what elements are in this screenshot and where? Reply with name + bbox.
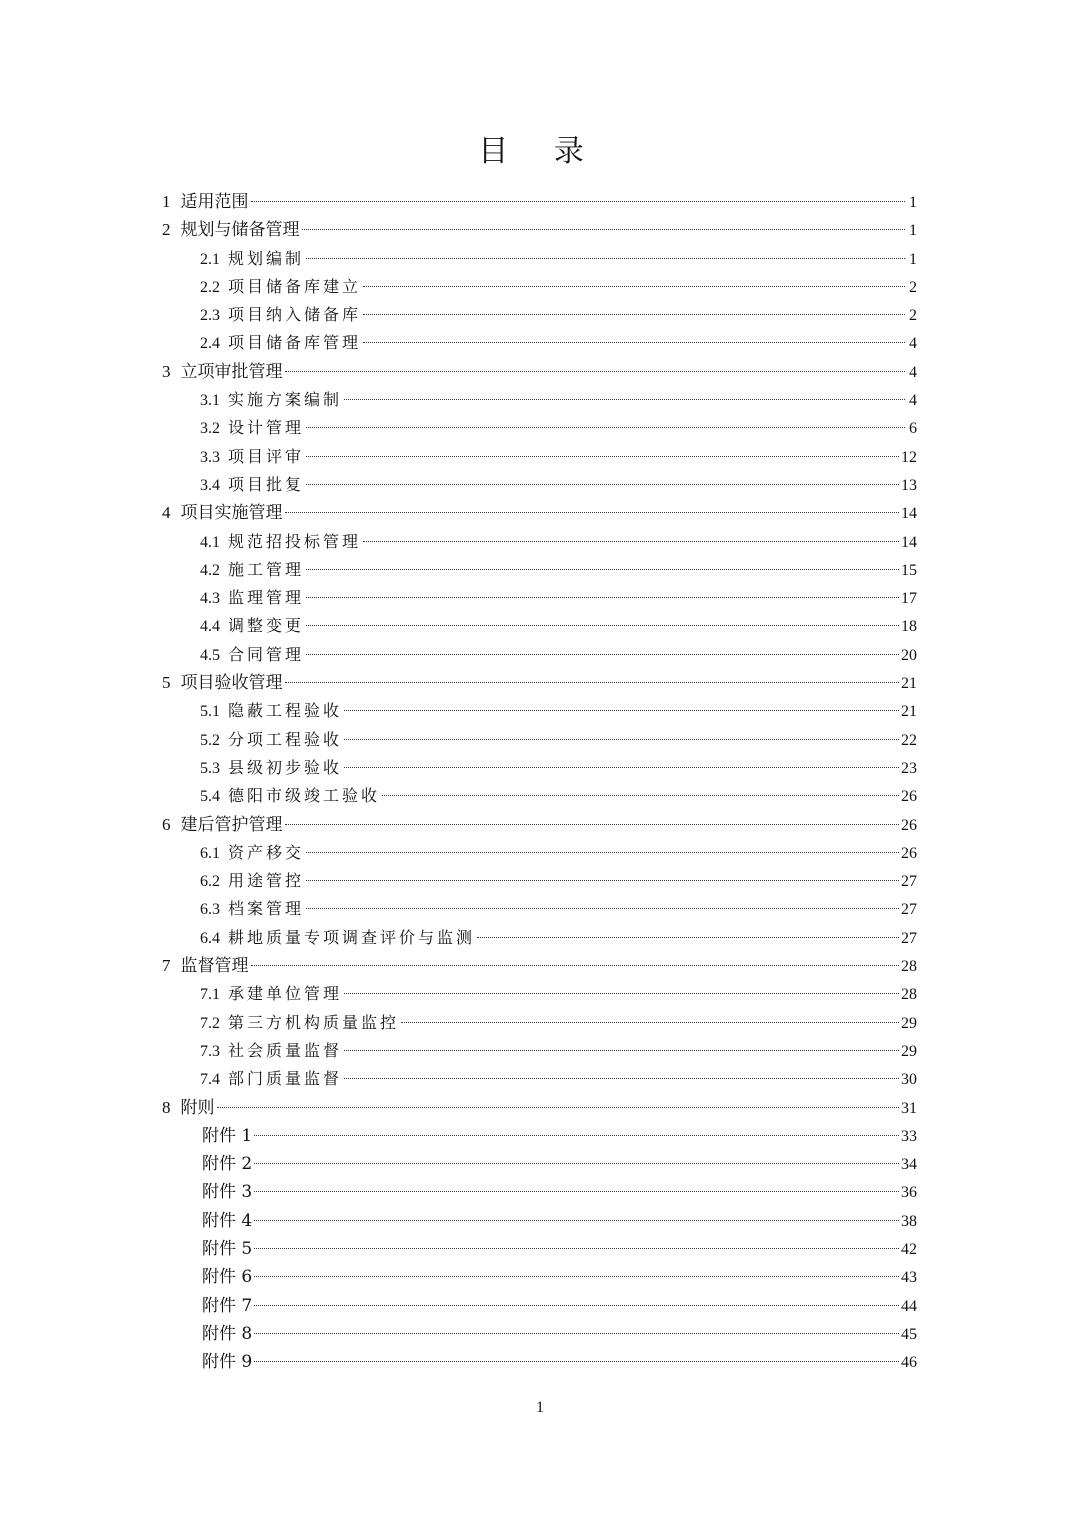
toc-entry-number: 3.1 [200, 392, 220, 410]
toc-entry[interactable] [160, 669, 917, 697]
toc-entry-label: 部门质量监督 [228, 1069, 343, 1089]
toc-dot-leader [344, 1078, 899, 1079]
toc-entry[interactable] [160, 895, 917, 923]
toc-entry-number: 6.2 [200, 873, 220, 891]
toc-entry[interactable] [160, 443, 917, 471]
toc-entry-label: 规范招投标管理 [228, 531, 362, 551]
toc-dot-leader [254, 1361, 899, 1362]
toc-entry-number: 2.4 [200, 335, 220, 353]
toc-dot-leader [251, 201, 906, 202]
toc-dot-leader [363, 286, 905, 287]
toc-entry-page: 1 [909, 250, 917, 268]
toc-entry-number: 7.4 [200, 1071, 220, 1089]
toc-entry[interactable] [160, 612, 917, 640]
toc-entry[interactable] [160, 414, 917, 442]
toc-entry-label: 附件 8 [202, 1323, 253, 1344]
toc-entry-page: 23 [901, 759, 917, 777]
toc-entry-label: 附则 [180, 1097, 215, 1118]
toc-entry-page: 6 [909, 420, 917, 438]
toc-entry-label: 立项审批管理 [180, 361, 283, 382]
toc-entry-number: 3.4 [200, 476, 220, 494]
toc-dot-leader [344, 739, 899, 740]
toc-entry-number: 7.1 [200, 986, 220, 1004]
toc-entry-number: 3.3 [200, 448, 220, 466]
toc-dot-leader [285, 682, 900, 683]
toc-dot-leader [285, 512, 900, 513]
toc-entry-page: 21 [901, 675, 917, 693]
toc-dot-leader [344, 710, 899, 711]
toc-dot-leader [344, 767, 899, 768]
toc-entry-label: 项目评审 [228, 446, 305, 466]
toc-entry-label: 资产移交 [228, 842, 305, 862]
toc-entry[interactable] [160, 1065, 917, 1093]
toc-entry-page: 26 [901, 844, 917, 862]
toc-entry-number: 2.1 [200, 250, 220, 268]
toc-entry-label: 调整变更 [228, 616, 305, 636]
toc-entry[interactable] [160, 697, 917, 725]
toc-entry-number: 4.5 [200, 646, 220, 664]
toc-entry[interactable] [160, 1235, 917, 1263]
toc-entry[interactable] [160, 1150, 917, 1178]
toc-entry-number: 4.1 [200, 533, 220, 551]
toc-entry-page: 18 [901, 618, 917, 636]
toc-entry-label: 设计管理 [228, 418, 305, 438]
toc-dot-leader [344, 993, 899, 994]
toc-entry-page: 31 [901, 1099, 917, 1117]
toc-entry-page: 36 [901, 1184, 917, 1202]
toc-entry-page: 14 [901, 505, 917, 523]
toc-entry-page: 14 [901, 533, 917, 551]
toc-entry-label: 附件 4 [202, 1210, 253, 1231]
toc-entry-page: 29 [901, 1042, 917, 1060]
toc-entry-number: 7 [162, 956, 171, 976]
toc-entry[interactable] [160, 1178, 917, 1206]
toc-entry-page: 30 [901, 1071, 917, 1089]
toc-entry-page: 45 [901, 1325, 917, 1343]
toc-entry-number: 5.1 [200, 703, 220, 721]
toc-dot-leader [254, 1135, 899, 1136]
toc-entry-number: 2 [162, 220, 171, 240]
toc-dot-leader [401, 1022, 899, 1023]
toc-entry[interactable] [160, 188, 917, 216]
toc-entry[interactable] [160, 245, 917, 273]
toc-entry[interactable] [160, 1263, 917, 1291]
toc-entry-page: 33 [901, 1127, 917, 1145]
toc-entry[interactable] [160, 839, 917, 867]
toc-entry-page: 42 [901, 1240, 917, 1258]
toc-entry-label: 用途管控 [228, 871, 305, 891]
toc-dot-leader [306, 597, 899, 598]
toc-dot-leader [254, 1220, 899, 1221]
toc-entry-page: 1 [909, 222, 917, 240]
toc-entry-label: 实施方案编制 [228, 390, 343, 410]
toc-entry-page: 4 [909, 392, 917, 410]
toc-entry-page: 20 [901, 646, 917, 664]
toc-dot-leader [254, 1276, 899, 1277]
toc-entry-page: 28 [901, 986, 917, 1004]
toc-entry-page: 15 [901, 561, 917, 579]
toc-entry[interactable] [160, 1037, 917, 1065]
toc-entry-page: 2 [909, 307, 917, 325]
toc-entry-label: 附件 6 [202, 1267, 253, 1288]
toc-dot-leader [217, 1107, 900, 1108]
toc-entry-page: 26 [901, 788, 917, 806]
toc-entry-page: 26 [901, 816, 917, 834]
page-title: 目 录 [478, 134, 602, 169]
toc-entry[interactable] [160, 1122, 917, 1150]
toc-entry-label: 适用范围 [180, 192, 249, 212]
toc-entry[interactable] [160, 1207, 917, 1235]
toc-entry-label: 规划与储备管理 [180, 220, 300, 241]
toc-entry-page: 38 [901, 1212, 917, 1230]
toc-entry[interactable] [160, 386, 917, 414]
toc-entry-label: 附件 5 [202, 1238, 253, 1259]
toc-entry-page: 1 [909, 194, 917, 211]
toc-entry[interactable] [160, 1320, 917, 1348]
toc-entry-number: 5.2 [200, 731, 220, 749]
toc-dot-leader [254, 1191, 899, 1192]
toc-entry-page: 27 [901, 873, 917, 891]
toc-entry-number: 3 [162, 361, 171, 381]
toc-dot-leader [306, 569, 899, 570]
toc-entry-number: 6.3 [200, 901, 220, 919]
toc-entry-number: 3.2 [200, 420, 220, 438]
toc-entry-number: 8 [162, 1097, 171, 1117]
toc-dot-leader [344, 1050, 899, 1051]
toc-entry-label: 德阳市级竣工验收 [228, 786, 381, 806]
toc-entry-page: 29 [901, 1014, 917, 1032]
toc-dot-leader [251, 965, 900, 966]
toc-entry-number: 7.2 [200, 1014, 220, 1032]
toc-entry[interactable] [160, 556, 917, 584]
toc-entry-number: 2.2 [200, 278, 220, 296]
toc-dot-leader [306, 484, 899, 485]
toc-entry[interactable] [160, 1292, 917, 1320]
toc-entry[interactable] [160, 499, 917, 527]
toc-entry[interactable] [160, 1348, 917, 1376]
toc-entry[interactable] [160, 1094, 917, 1122]
page-number-footer: 1 [536, 1399, 544, 1416]
toc-entry-label: 承建单位管理 [228, 984, 343, 1004]
toc-entry-label: 隐蔽工程验收 [228, 701, 343, 721]
toc-entry-label: 社会质量监督 [228, 1040, 343, 1060]
toc-dot-leader [306, 852, 899, 853]
toc-entry-page: 28 [901, 958, 917, 976]
toc-dot-leader [306, 880, 899, 881]
toc-entry-label: 附件 9 [202, 1352, 253, 1373]
toc-entry-page: 46 [901, 1354, 917, 1372]
toc-entry-number: 4.2 [200, 561, 220, 579]
toc-entry[interactable] [160, 952, 917, 980]
toc-entry-label: 县级初步验收 [228, 757, 343, 777]
toc-entry-number: 2.3 [200, 307, 220, 325]
toc-dot-leader [306, 654, 899, 655]
toc-dot-leader [254, 1248, 899, 1249]
toc-dot-leader [306, 908, 899, 909]
toc-entry-page: 4 [909, 335, 917, 353]
toc-entry-page: 43 [901, 1269, 917, 1287]
toc-entry-number: 5.4 [200, 788, 220, 806]
toc-entry[interactable] [160, 528, 917, 556]
toc-entry-page: 4 [909, 363, 917, 381]
toc-dot-leader [254, 1305, 899, 1306]
toc-entry[interactable] [160, 867, 917, 895]
toc-entry[interactable] [160, 471, 917, 499]
toc-entry-number: 6 [162, 814, 171, 834]
toc-dot-leader [306, 625, 899, 626]
toc-entry-page: 13 [901, 476, 917, 494]
toc-entry[interactable] [160, 782, 917, 810]
toc-entry-page: 21 [901, 703, 917, 721]
toc-entry-label: 施工管理 [228, 559, 305, 579]
toc-entry-number: 4 [162, 503, 171, 523]
toc-entry-number: 5.3 [200, 759, 220, 777]
toc-entry-label: 分项工程验收 [228, 729, 343, 749]
toc-dot-leader [254, 1333, 899, 1334]
toc-dot-leader [344, 399, 905, 400]
toc-entry-number: 7.3 [200, 1042, 220, 1060]
toc-entry[interactable] [160, 216, 917, 244]
toc-entry-page: 22 [901, 731, 917, 749]
toc-entry[interactable] [160, 726, 917, 754]
toc-entry-label: 监理管理 [228, 588, 305, 608]
toc-entry-label: 合同管理 [228, 644, 305, 664]
toc-entry-label: 建后管护管理 [180, 814, 283, 835]
toc-entry-page: 12 [901, 448, 917, 466]
toc-entry[interactable] [160, 754, 917, 782]
toc-entry-label: 附件 3 [202, 1182, 253, 1203]
toc-entry-page: 27 [901, 929, 917, 947]
toc-entry-label: 耕地质量专项调查评价与监测 [228, 927, 476, 947]
toc-entry-page: 27 [901, 901, 917, 919]
toc-entry-page: 17 [901, 590, 917, 608]
toc-entry-number: 4.4 [200, 618, 220, 636]
toc-entry-page: 2 [909, 278, 917, 296]
toc-entry-label: 项目纳入储备库 [228, 305, 362, 325]
toc-entry-number: 5 [162, 673, 171, 693]
toc-entry-label: 规划编制 [228, 248, 305, 268]
toc-entry[interactable] [160, 980, 917, 1008]
toc-dot-leader [306, 456, 899, 457]
toc-entry-number: 1 [162, 192, 171, 211]
table-of-contents [160, 188, 917, 1376]
toc-entry-page: 34 [901, 1156, 917, 1174]
toc-entry[interactable] [160, 1009, 917, 1037]
toc-dot-leader [285, 371, 906, 372]
toc-dot-leader [363, 541, 899, 542]
toc-entry-label: 附件 7 [202, 1295, 253, 1316]
toc-dot-leader [363, 342, 905, 343]
toc-entry-label: 监督管理 [180, 956, 249, 977]
toc-entry-page: 44 [901, 1297, 917, 1315]
toc-dot-leader [477, 937, 899, 938]
toc-entry-label: 第三方机构质量监控 [228, 1012, 400, 1032]
toc-entry-label: 项目批复 [228, 474, 305, 494]
toc-dot-leader [302, 229, 906, 230]
toc-dot-leader [254, 1163, 899, 1164]
toc-entry-number: 6.4 [200, 929, 220, 947]
toc-entry-number: 6.1 [200, 844, 220, 862]
toc-entry[interactable] [160, 329, 917, 357]
toc-dot-leader [306, 427, 905, 428]
toc-entry-number: 4.3 [200, 590, 220, 608]
toc-entry[interactable] [160, 358, 917, 386]
toc-dot-leader [285, 824, 900, 825]
toc-entry-label: 附件 1 [202, 1125, 253, 1146]
toc-entry-label: 项目实施管理 [180, 503, 283, 524]
toc-entry-label: 项目验收管理 [180, 673, 283, 694]
toc-entry[interactable] [160, 811, 917, 839]
toc-entry-label: 项目储备库建立 [228, 276, 362, 296]
toc-entry[interactable] [160, 584, 917, 612]
toc-entry[interactable] [160, 641, 917, 669]
toc-entry-label: 档案管理 [228, 899, 305, 919]
toc-dot-leader [363, 314, 905, 315]
toc-dot-leader [382, 795, 899, 796]
toc-entry[interactable] [160, 273, 917, 301]
toc-entry[interactable] [160, 924, 917, 952]
toc-entry-label: 项目储备库管理 [228, 333, 362, 353]
toc-dot-leader [306, 258, 905, 259]
toc-entry[interactable] [160, 301, 917, 329]
toc-entry-label: 附件 2 [202, 1154, 253, 1175]
